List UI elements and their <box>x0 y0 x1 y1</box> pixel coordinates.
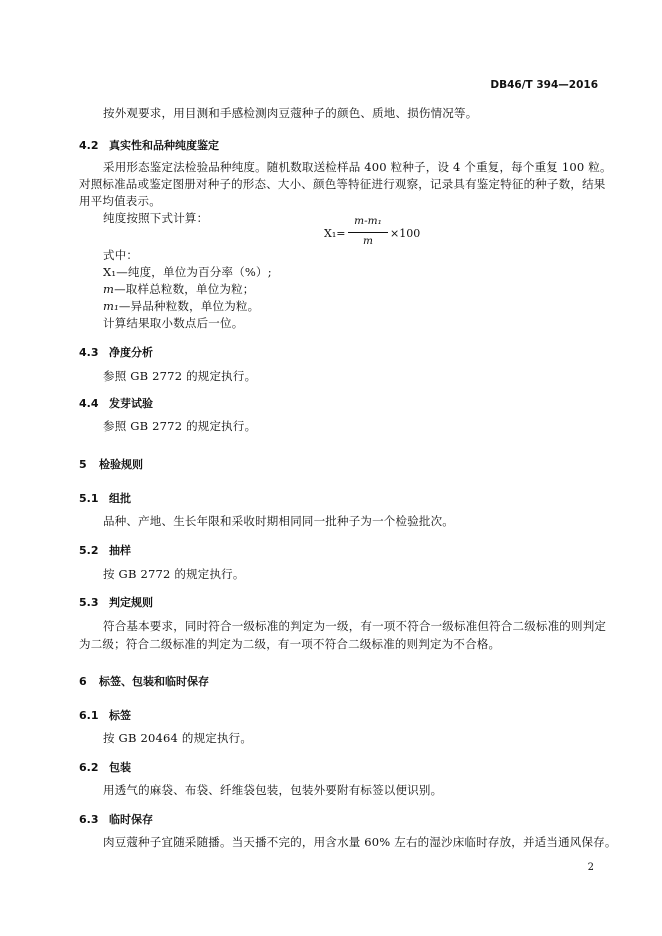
heading-6-3: 6.3 临时保存 <box>79 813 153 826</box>
paragraph-line: 对照标准品或鉴定图册对种子的形态、大小、颜色等特征进行观察，记录具有鉴定特征的种子数，结果 <box>79 177 606 191</box>
page-number: 2 <box>587 862 594 873</box>
paragraph-line: 符合基本要求，同时符合一级标准的判定为一级，有一项不符合一级标准但符合二级标准的则判定 <box>103 619 607 633</box>
paragraph-4-4: 参照 GB 2772 的规定执行。 <box>103 419 257 433</box>
heading-4-3: 4.3 净度分析 <box>79 346 153 359</box>
definition-x1: X₁—纯度，单位为百分率（%）; <box>103 265 272 279</box>
paragraph-line: 用平均值表示。 <box>79 194 161 208</box>
calc-note: 计算结果取小数点后一位。 <box>103 316 244 330</box>
paragraph-4-3: 参照 GB 2772 的规定执行。 <box>103 369 257 383</box>
heading-5-3: 5.3 判定规则 <box>79 596 153 609</box>
doc-code: DB46/T 394—2016 <box>490 79 598 91</box>
paragraph-6-2: 用透气的麻袋、布袋、纤维袋包装，包装外要附有标签以便识别。 <box>103 783 443 797</box>
formula-lhs: X₁= <box>324 227 346 240</box>
paragraph-line: 采用形态鉴定法检验品种纯度。随机数取送检样品 400 粒种子，设 4 个重复，每个重复 100 粒。 <box>103 160 612 174</box>
paragraph-6-1: 按 GB 20464 的规定执行。 <box>103 731 253 745</box>
intro-paragraph: 按外观要求，用目测和手感检测肉豆蔻种子的颜色、质地、损伤情况等。 <box>103 106 478 120</box>
formula-numerator: m-m₁ <box>354 215 382 227</box>
definition-m: m—取样总粒数，单位为粒； <box>103 282 255 296</box>
paragraph-5-2: 按 GB 2772 的规定执行。 <box>103 567 245 581</box>
heading-5: 5 检验规则 <box>79 458 143 471</box>
where-label: 式中： <box>103 248 139 262</box>
formula-rhs: ×100 <box>390 227 421 240</box>
purity-formula <box>324 213 444 253</box>
heading-5-2: 5.2 抽样 <box>79 544 131 557</box>
heading-6-2: 6.2 包装 <box>79 761 131 774</box>
heading-4-4: 4.4 发芽试验 <box>79 397 153 410</box>
heading-4-2: 4.2 真实性和品种纯度鉴定 <box>79 139 219 152</box>
formula-intro: 纯度按照下式计算： <box>103 211 209 225</box>
paragraph-6-3: 肉豆蔻种子宜随采随播。当天播不完的，用含水量 60% 左右的湿沙床临时存放，并适当通风保存。 <box>103 835 617 849</box>
heading-6: 6 标签、包装和临时保存 <box>79 675 209 688</box>
heading-5-1: 5.1 组批 <box>79 492 131 505</box>
fraction-bar <box>348 232 388 233</box>
paragraph-line: 为二级；符合二级标准的判定为二级，有一项不符合二级标准的则判定为不合格。 <box>79 637 501 651</box>
definition-m1: m₁—异品种粒数，单位为粒。 <box>103 299 260 313</box>
formula-denominator: m <box>363 235 373 247</box>
paragraph-5-1: 品种、产地、生长年限和采收时期相同同一批种子为一个检验批次。 <box>103 514 454 528</box>
heading-6-1: 6.1 标签 <box>79 709 131 722</box>
